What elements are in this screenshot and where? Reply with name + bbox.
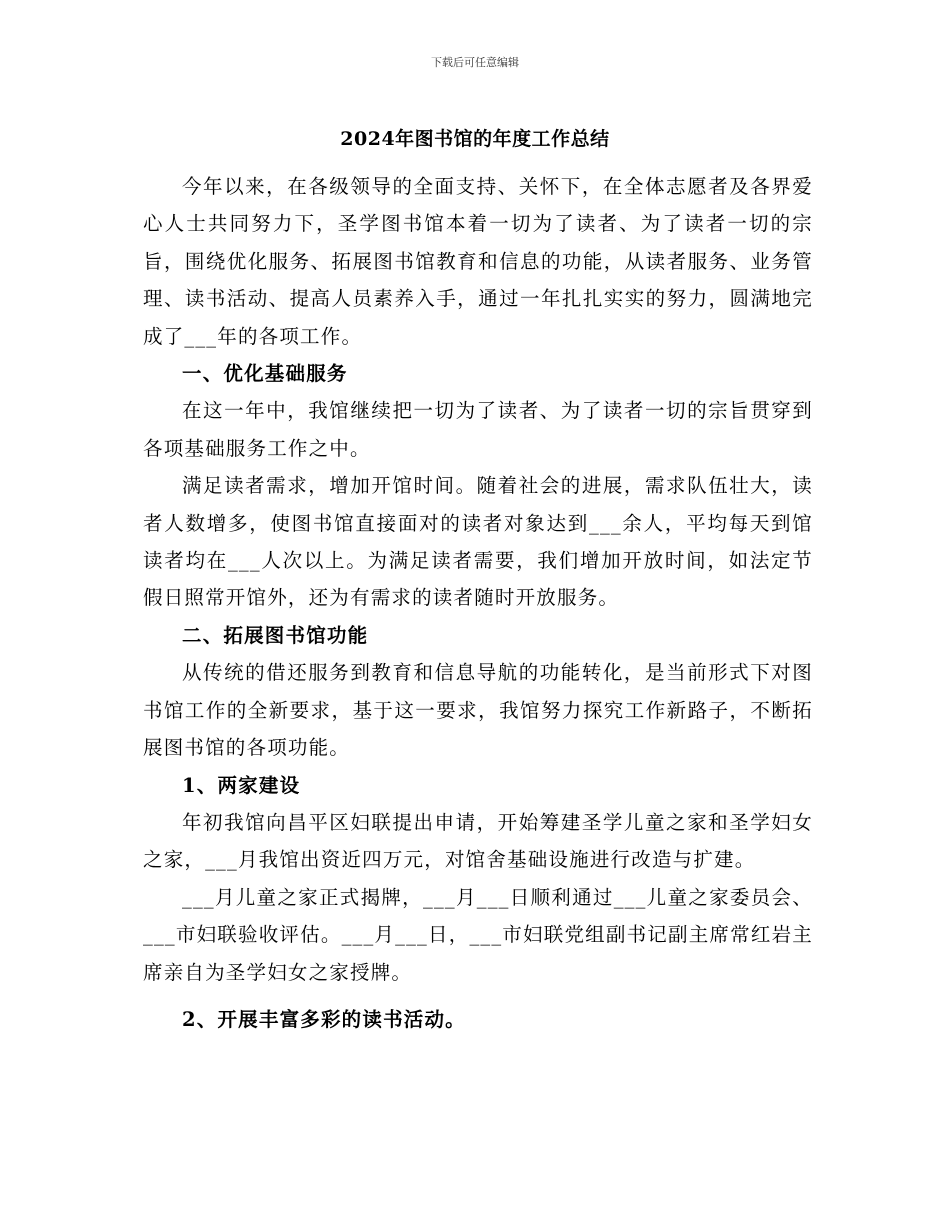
- paragraph-2: 在这一年中，我馆继续把一切为了读者、为了读者一切的宗旨贯穿到各项基础服务工作之中。: [143, 399, 813, 460]
- paragraph-5: 年初我馆向昌平区妇联提出申请，开始筹建圣学儿童之家和圣学妇女之家，___月我馆出资近四万元，对馆舍基础设施进行改造与扩建。: [143, 810, 813, 872]
- paragraph-intro: 今年以来，在各级领导的全面支持、关怀下，在全体志愿者及各界爱心人士共同努力下，圣学图书馆本着一切为了读者、为了读者一切的宗旨，围绕优化服务、拓展图书馆教育和信息的功能，从读者服务、业务管理、读书活动、提高人员素养入手，通过一年扎扎实实的努力，圆满地完成了___年的各项工作。: [143, 175, 813, 348]
- section-heading-1: 一、优化基础服务: [182, 362, 348, 386]
- document-title: 2024年图书馆的年度工作总结: [340, 128, 610, 150]
- document-body: [143, 168, 813, 1038]
- subsection-heading-1: 1、两家建设: [182, 773, 301, 797]
- section-heading-2: 二、拓展图书馆功能: [182, 623, 369, 647]
- subsection-heading-2: 2、开展丰富多彩的读书活动。: [182, 1007, 466, 1031]
- paragraph-6: ___月儿童之家正式揭牌，___月___日顺利通过___儿童之家委员会、___市妇联验收评估。___月___日，___市妇联党组副书记副主席常红岩主席亲自为圣学妇女之家授牌。: [143, 885, 813, 984]
- paragraph-4: 从传统的借还服务到教育和信息导航的功能转化，是当前形式下对图书馆工作的全新要求，基于这一要求，我馆努力探究工作新路子，不断拓展图书馆的各项功能。: [143, 661, 813, 760]
- paragraph-3: 满足读者需求，增加开馆时间。随着社会的进展，需求队伍壮大，读者人数增多，使图书馆直接面对的读者对象达到___余人，平均每天到馆读者均在___人次以上。为满足读者需要，我们增加开放时间，如法定节假日照常开馆外，还为有需求的读者随时开放服务。: [143, 474, 813, 610]
- page-header: 下载后可任意编辑: [431, 56, 519, 69]
